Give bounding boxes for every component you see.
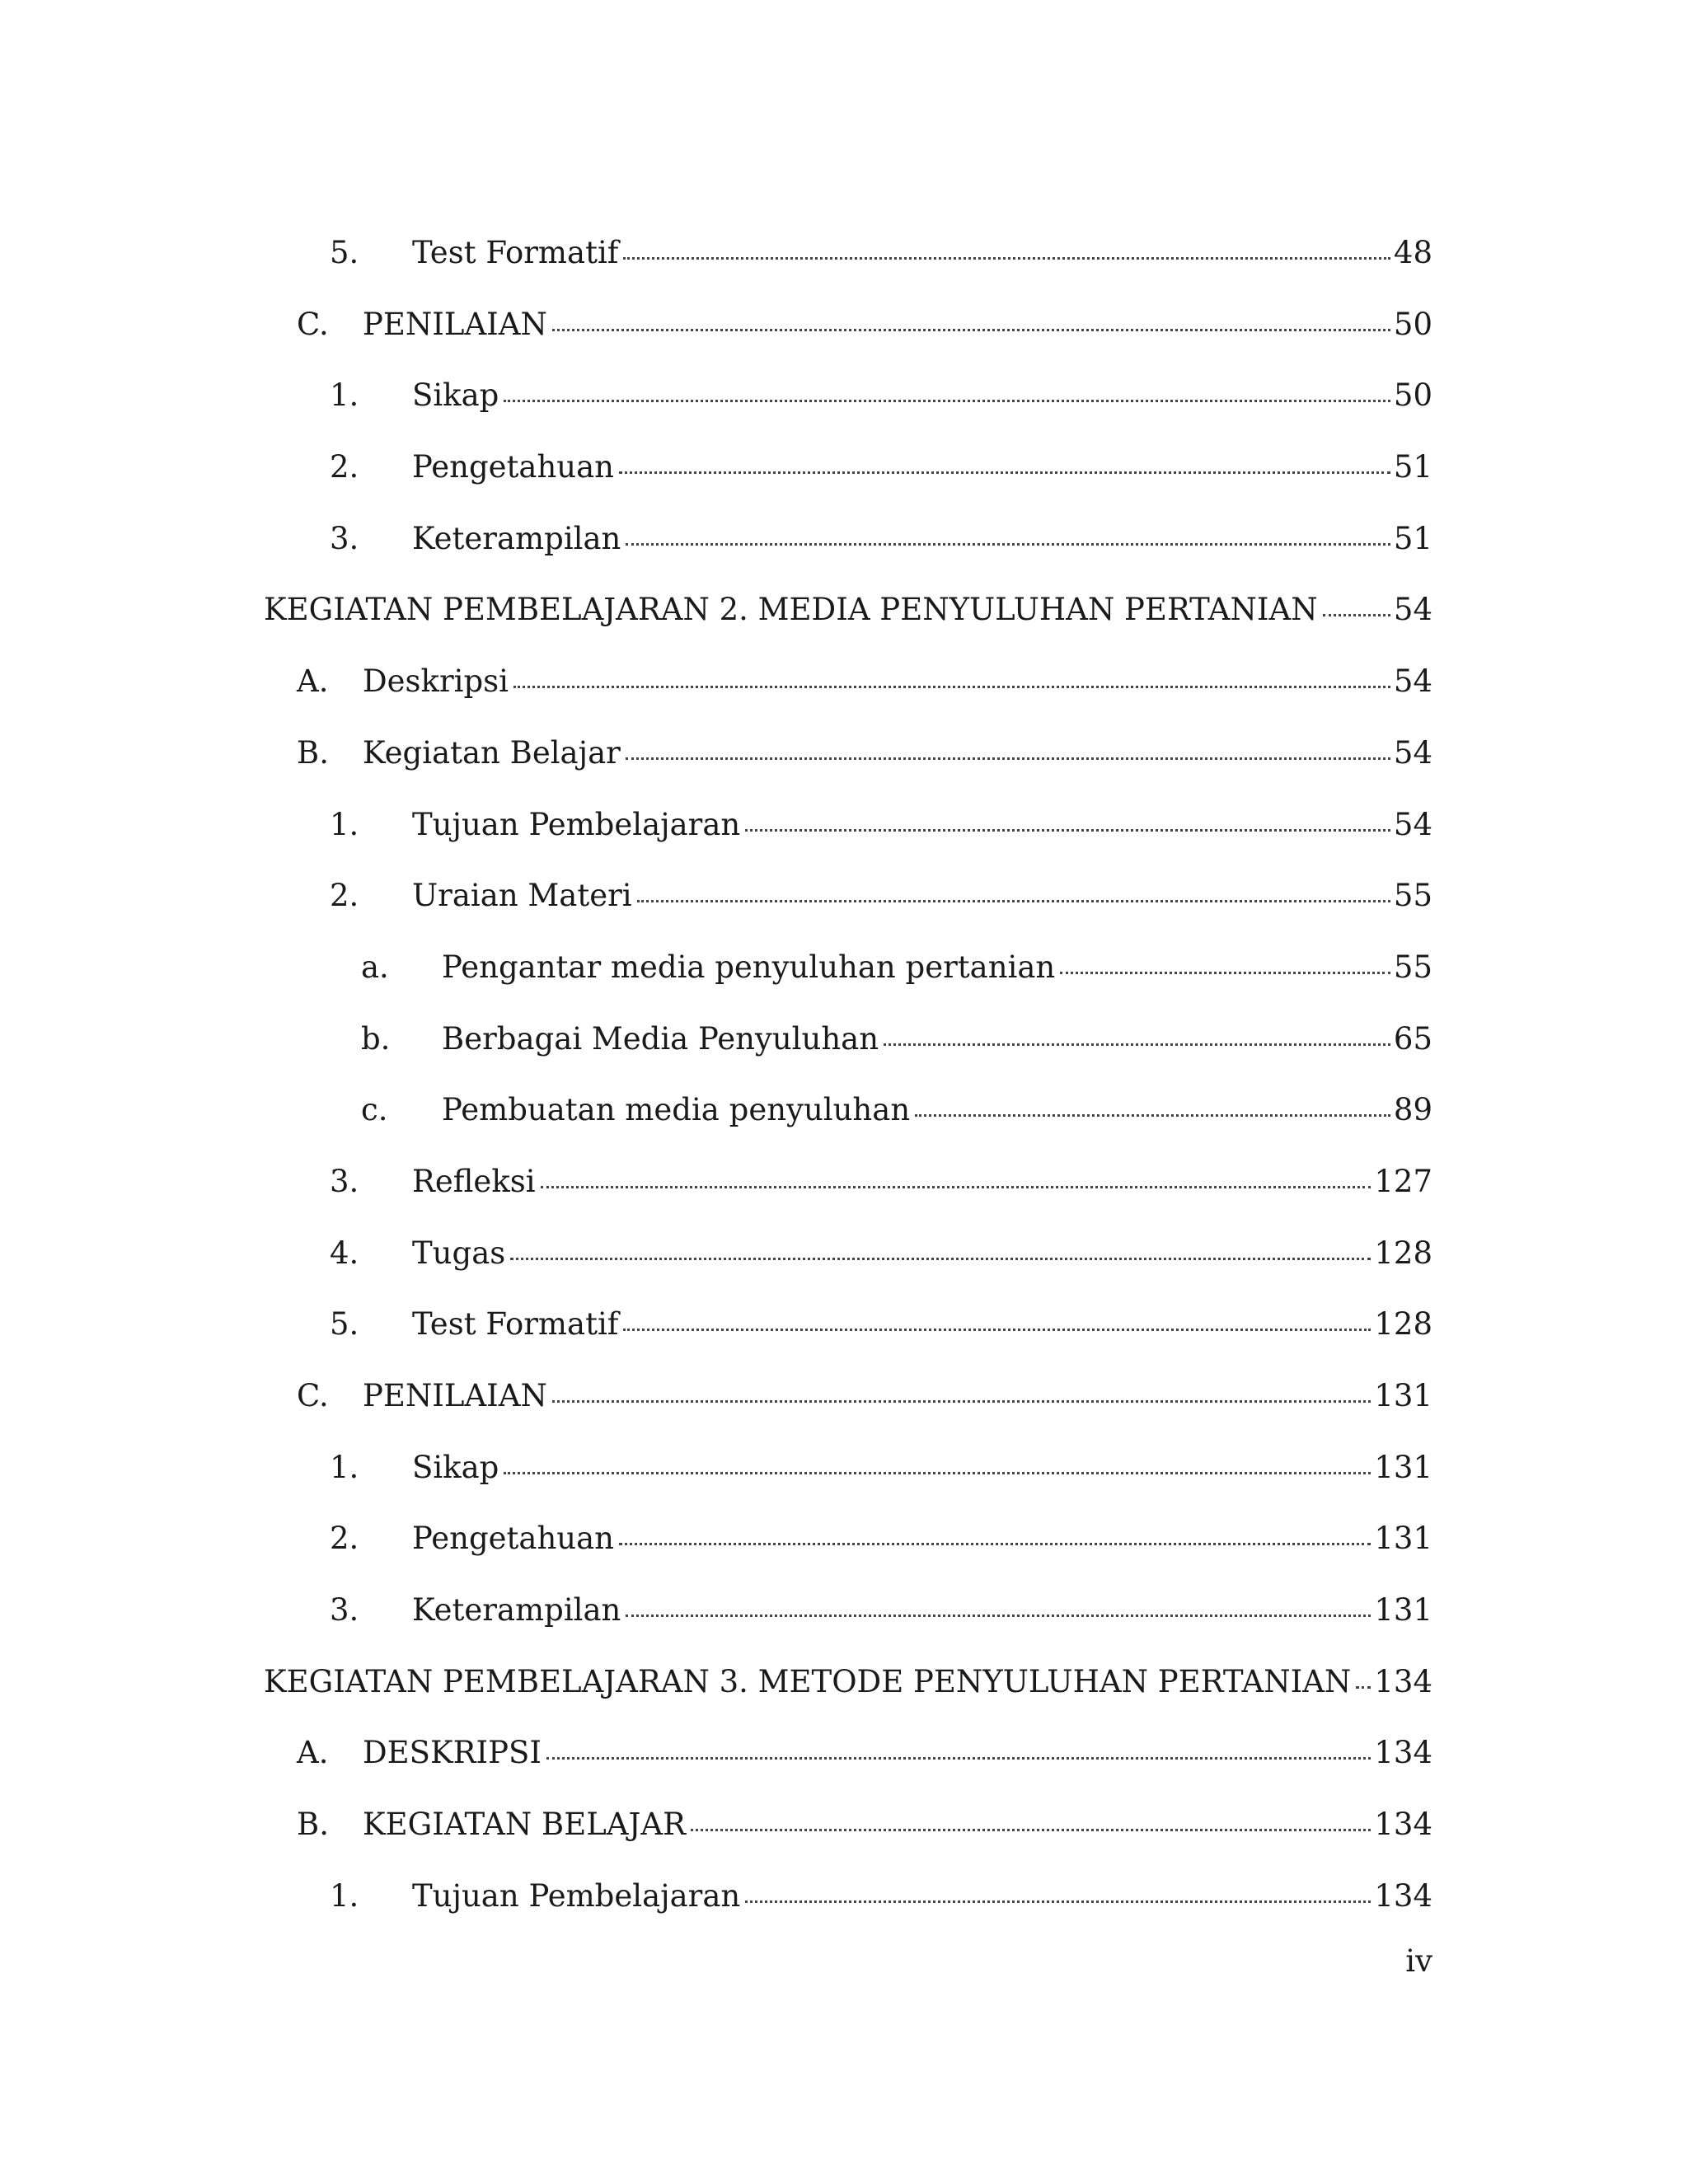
- toc-entry-title: Deskripsi: [363, 663, 509, 700]
- toc-entry-line: [412, 1306, 1432, 1343]
- toc-entry-title: KEGIATAN BELAJAR: [363, 1807, 686, 1843]
- toc-entry-page: 131: [1374, 1521, 1432, 1557]
- toc-entry-line: [264, 592, 1432, 628]
- toc-entry-page: 50: [1393, 377, 1432, 414]
- toc-entry-page: 51: [1393, 520, 1432, 556]
- toc-entry-line: [412, 1235, 1432, 1271]
- toc-entry-number: 1.: [330, 377, 359, 414]
- toc-entry-title: Test Formatif: [412, 235, 619, 270]
- toc-entry-number: A.: [297, 1735, 329, 1771]
- toc-entry[interactable]: [264, 581, 1432, 653]
- toc-entry-number: c.: [361, 1092, 388, 1128]
- dot-leader: [745, 1900, 1371, 1903]
- toc-entry-page: 55: [1393, 878, 1432, 914]
- toc-entry[interactable]: [264, 1724, 1432, 1796]
- toc-entry-page: 54: [1393, 806, 1432, 842]
- dot-leader: [691, 1829, 1371, 1831]
- toc-entry[interactable]: [264, 939, 1432, 1010]
- dot-leader: [552, 329, 1390, 331]
- toc-entry-line: [442, 949, 1432, 985]
- toc-entry[interactable]: [264, 438, 1432, 510]
- toc-entry-title: Pembuatan media penyuluhan: [442, 1092, 911, 1128]
- toc-entry-page: 128: [1374, 1235, 1432, 1271]
- dot-leader: [513, 686, 1390, 688]
- toc-entry-title: Kegiatan Belajar: [363, 734, 621, 771]
- dot-leader: [915, 1114, 1390, 1117]
- toc-entry-title: PENILAIAN: [363, 1378, 547, 1413]
- toc-entry-title: KEGIATAN PEMBELAJARAN 3. METODE PENYULUHAN PERTANIAN: [264, 1663, 1352, 1699]
- toc-entry-line: [264, 1663, 1432, 1699]
- toc-entry-title: Pengetahuan: [412, 1521, 615, 1557]
- toc-entry-number: 5.: [330, 1306, 359, 1343]
- dot-leader: [619, 471, 1390, 474]
- toc-entry-number: 3.: [330, 1163, 359, 1199]
- toc-entry-page: 89: [1393, 1092, 1432, 1128]
- toc-entry[interactable]: [264, 296, 1432, 368]
- toc-entry-title: Pengantar media penyuluhan pertanian: [442, 949, 1056, 985]
- dot-leader: [884, 1043, 1390, 1046]
- toc-entry[interactable]: [264, 1868, 1432, 1939]
- toc-entry-title: Refleksi: [412, 1163, 536, 1199]
- toc-entry-number: 1.: [330, 1449, 359, 1485]
- toc-entry[interactable]: [264, 1796, 1432, 1868]
- toc-entry-number: 1.: [330, 806, 359, 842]
- toc-entry-number: 3.: [330, 1592, 359, 1629]
- dot-leader: [745, 829, 1390, 832]
- toc-entry-number: B.: [297, 1807, 329, 1843]
- toc-entry[interactable]: [264, 1296, 1432, 1367]
- toc-entry-number: 2.: [330, 1521, 359, 1557]
- dot-leader: [623, 257, 1390, 260]
- toc-entry-number: 1.: [330, 1877, 359, 1914]
- toc-entry[interactable]: [264, 1582, 1432, 1653]
- dot-leader: [626, 757, 1390, 760]
- toc-entry-title: Tugas: [412, 1235, 506, 1271]
- toc-entry-line: [363, 663, 1432, 700]
- toc-entry-number: B.: [297, 734, 329, 771]
- toc-entry-line: [412, 449, 1432, 485]
- toc-entry-page: 51: [1393, 449, 1432, 485]
- toc-entry-title: Pengetahuan: [412, 449, 615, 485]
- dot-leader: [637, 900, 1390, 902]
- dot-leader: [626, 1615, 1371, 1617]
- toc-entry-title: Keterampilan: [412, 1592, 621, 1629]
- toc-entry-title: Sikap: [412, 377, 499, 414]
- toc-entry-page: 134: [1374, 1663, 1432, 1699]
- toc-entry-number: 2.: [330, 878, 359, 914]
- toc-entry-line: [363, 734, 1432, 771]
- toc-entry-number: b.: [361, 1020, 391, 1057]
- toc-entry[interactable]: [264, 1439, 1432, 1511]
- toc-entry-title: Berbagai Media Penyuluhan: [442, 1020, 879, 1057]
- toc-entry-line: [412, 377, 1432, 414]
- toc-entry-title: Sikap: [412, 1449, 499, 1485]
- toc-entry-title: Uraian Materi: [412, 878, 632, 914]
- toc-entry-page: 131: [1374, 1592, 1432, 1629]
- toc-entry-page: 128: [1374, 1306, 1432, 1343]
- dot-leader: [1060, 972, 1390, 974]
- toc-entry-number: 5.: [330, 235, 359, 270]
- dot-leader: [510, 1258, 1371, 1260]
- dot-leader: [504, 1472, 1371, 1474]
- toc-entry[interactable]: [264, 1367, 1432, 1439]
- dot-leader: [546, 1757, 1371, 1760]
- toc-entry-page: 50: [1393, 306, 1432, 342]
- toc-entry-title: PENILAIAN: [363, 306, 547, 342]
- dot-leader: [1356, 1686, 1371, 1689]
- toc-entry-title: DESKRIPSI: [363, 1735, 542, 1771]
- toc-entry-line: [412, 520, 1432, 556]
- table-of-contents: [264, 224, 1432, 1939]
- toc-entry-title: Tujuan Pembelajaran: [412, 806, 741, 842]
- dot-leader: [623, 1329, 1371, 1331]
- dot-leader: [541, 1186, 1372, 1188]
- toc-entry-line: [412, 1877, 1432, 1914]
- toc-entry-page: 134: [1374, 1807, 1432, 1843]
- toc-entry-page: 54: [1393, 663, 1432, 700]
- toc-entry-title: KEGIATAN PEMBELAJARAN 2. MEDIA PENYULUHAN PERTANIAN: [264, 592, 1318, 628]
- toc-entry[interactable]: [264, 867, 1432, 939]
- toc-entry-line: [412, 237, 1432, 268]
- toc-entry-line: [412, 1163, 1432, 1199]
- toc-entry[interactable]: [264, 367, 1432, 438]
- toc-entry-line: [412, 878, 1432, 914]
- dot-leader: [1323, 614, 1390, 616]
- toc-entry-page: 55: [1393, 949, 1432, 985]
- dot-leader: [626, 543, 1390, 546]
- toc-entry-line: [412, 1521, 1432, 1557]
- toc-entry-number: 2.: [330, 449, 359, 485]
- toc-entry-title: Tujuan Pembelajaran: [412, 1877, 741, 1914]
- toc-entry-page: 54: [1393, 734, 1432, 771]
- toc-entry-line: [412, 1449, 1432, 1485]
- toc-entry-number: a.: [361, 949, 389, 985]
- dot-leader: [619, 1543, 1371, 1545]
- toc-entry-page: 131: [1374, 1449, 1432, 1485]
- toc-entry-page: 134: [1374, 1877, 1432, 1914]
- page-number: iv: [1405, 1943, 1432, 1979]
- dot-leader: [504, 400, 1390, 402]
- toc-entry-page: 127: [1374, 1163, 1432, 1199]
- toc-entry-line: [412, 806, 1432, 842]
- toc-entry[interactable]: [264, 796, 1432, 868]
- toc-entry[interactable]: [264, 1225, 1432, 1296]
- toc-entry-number: A.: [297, 663, 329, 700]
- toc-entry-number: 4.: [330, 1235, 359, 1271]
- toc-entry-line: [363, 1735, 1432, 1771]
- toc-entry-title: Keterampilan: [412, 520, 621, 556]
- toc-entry[interactable]: [264, 1653, 1432, 1725]
- toc-entry[interactable]: [264, 224, 1432, 296]
- toc-entry-page: 54: [1393, 592, 1432, 628]
- toc-entry-number: C.: [297, 306, 329, 342]
- toc-entry-line: [442, 1092, 1432, 1128]
- toc-entry-page: 131: [1374, 1378, 1432, 1413]
- toc-entry-title: Test Formatif: [412, 1306, 619, 1343]
- toc-entry-page: 65: [1393, 1020, 1432, 1057]
- toc-entry-line: [442, 1020, 1432, 1057]
- toc-entry[interactable]: [264, 1510, 1432, 1582]
- toc-entry-line: [363, 1380, 1432, 1411]
- toc-entry-number: C.: [297, 1378, 329, 1413]
- toc-entry-line: [363, 1807, 1432, 1843]
- toc-entry[interactable]: [264, 653, 1432, 724]
- toc-entry[interactable]: [264, 1081, 1432, 1153]
- toc-entry-page: 48: [1393, 235, 1432, 270]
- toc-entry[interactable]: [264, 510, 1432, 582]
- toc-entry[interactable]: [264, 724, 1432, 796]
- toc-entry-line: [363, 306, 1432, 342]
- toc-entry[interactable]: [264, 1010, 1432, 1082]
- toc-entry-page: 134: [1374, 1735, 1432, 1771]
- toc-entry-number: 3.: [330, 520, 359, 556]
- toc-entry[interactable]: [264, 1153, 1432, 1225]
- dot-leader: [552, 1400, 1371, 1403]
- toc-entry-line: [412, 1592, 1432, 1629]
